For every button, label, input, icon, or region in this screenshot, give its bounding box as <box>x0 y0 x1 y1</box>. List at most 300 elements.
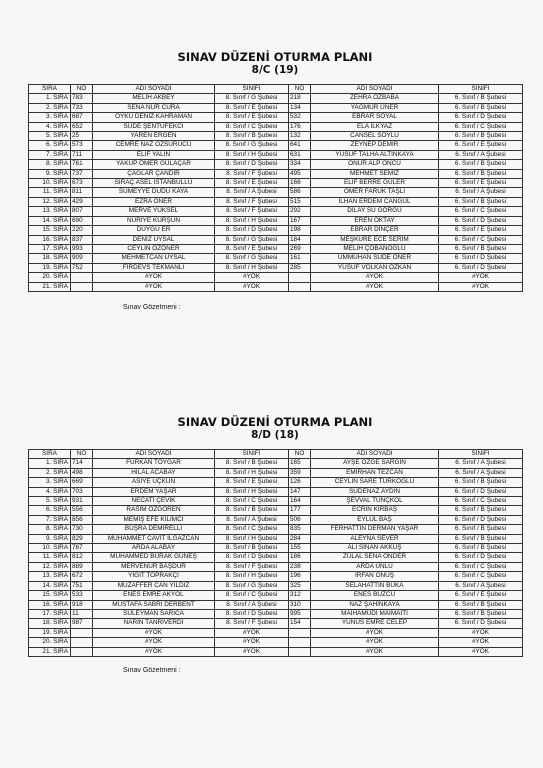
cell-no: 672 <box>71 572 93 581</box>
cell-name: MEHMETCAN UYSAL <box>93 254 215 263</box>
header-class-2: SINIFI <box>439 450 523 459</box>
cell-class-2: 6. Sınıf / A Şubesi <box>439 459 523 468</box>
seating-plan-8d <box>28 415 522 674</box>
cell-class: 8. Sınıf / F Şubesi <box>215 169 289 178</box>
cell-name: SÜMEYYE DUDU KAYA <box>93 188 215 197</box>
table-row <box>29 497 523 506</box>
cell-sira: 1. SIRA <box>29 94 71 103</box>
cell-name: #YOK <box>93 628 215 637</box>
cell-class: #YOK <box>215 282 289 291</box>
cell-no: 669 <box>71 478 93 487</box>
cell-name: #YOK <box>93 282 215 291</box>
table-row <box>29 282 523 291</box>
cell-name: YİĞİT TOPRAKÇI <box>93 572 215 581</box>
plan-title: SINAV DÜZENİ OTURMA PLANI <box>177 415 373 429</box>
cell-no: 993 <box>71 244 93 253</box>
header-no: NO <box>71 450 93 459</box>
cell-class-2: 6. Sınıf / C Şubesi <box>439 497 523 506</box>
cell-name-2: ÖMER FARUK TAŞLI <box>311 188 439 197</box>
cell-class: 8. Sınıf / H Şubesi <box>215 263 289 272</box>
cell-class: 8. Sınıf / G Şubesi <box>215 581 289 590</box>
cell-sira: 15. SIRA <box>29 591 71 600</box>
cell-name: DUYGU ER <box>93 226 215 235</box>
cell-sira: 7. SIRA <box>29 515 71 524</box>
cell-name-2: ZEHRA ÖZBABA <box>311 94 439 103</box>
cell-sira: 5. SIRA <box>29 497 71 506</box>
table-row <box>29 468 523 477</box>
cell-name: ASİYE UÇKUN <box>93 478 215 487</box>
cell-name: EZRA ÖNER <box>93 197 215 206</box>
cell-class-2: 6. Sınıf / C Şubesi <box>439 562 523 571</box>
cell-name-2: #YOK <box>311 273 439 282</box>
table-row <box>29 226 523 235</box>
cell-no-2 <box>289 628 311 637</box>
table-row <box>29 150 523 159</box>
cell-name-2: EBRAR DİNÇER <box>311 226 439 235</box>
cell-no: 703 <box>71 487 93 496</box>
cell-no: 498 <box>71 468 93 477</box>
cell-name-2: MEŞKÜRE ECE SERİM <box>311 235 439 244</box>
cell-no: 811 <box>71 188 93 197</box>
header-name-2: ADI SOYADI <box>311 85 439 94</box>
cell-class-2: 6. Sınıf / C Şubesi <box>439 572 523 581</box>
cell-no: 687 <box>71 113 93 122</box>
table-body <box>29 94 523 292</box>
cell-name: NURİYE KURŞUN <box>93 216 215 225</box>
cell-no-2: 196 <box>289 572 311 581</box>
cell-sira: 20. SIRA <box>29 638 71 647</box>
cell-name: #YOK <box>93 638 215 647</box>
cell-class-2: 6. Sınıf / B Şubesi <box>439 478 523 487</box>
cell-no: 737 <box>71 169 93 178</box>
cell-class-2: 6. Sınıf / E Şubesi <box>439 591 523 600</box>
cell-class: #YOK <box>215 647 289 656</box>
cell-name: BÜŞRA DEMİRELLİ <box>93 525 215 534</box>
table-row <box>29 244 523 253</box>
cell-no: 837 <box>71 235 93 244</box>
cell-class: 8. Sınıf / H Şubesi <box>215 468 289 477</box>
cell-no: 918 <box>71 600 93 609</box>
table-row <box>29 122 523 131</box>
cell-no-2: 506 <box>289 515 311 524</box>
cell-name-2: SUDENAZ AYDIN <box>311 487 439 496</box>
cell-class-2: #YOK <box>439 628 523 637</box>
cell-name-2: ENES BUZCU <box>311 591 439 600</box>
cell-name: ÇAĞLAR ÇANDIR <box>93 169 215 178</box>
cell-sira: 8. SIRA <box>29 160 71 169</box>
cell-no-2: 586 <box>289 188 311 197</box>
cell-sira: 7. SIRA <box>29 150 71 159</box>
table-row <box>29 553 523 562</box>
cell-sira: 2. SIRA <box>29 103 71 112</box>
cell-no: 690 <box>71 216 93 225</box>
supervisor-label: Sınav Gözetmeni : <box>123 666 181 674</box>
cell-name: DENİZ UYSAL <box>93 235 215 244</box>
cell-no-2: 995 <box>289 609 311 618</box>
header-sira: SIRA <box>29 85 71 94</box>
cell-no-2: 126 <box>289 478 311 487</box>
cell-no-2: 325 <box>289 581 311 590</box>
cell-class: 8. Sınıf / E Şubesi <box>215 179 289 188</box>
cell-name: MUHAMMET CAVİT ILGAZCAN <box>93 534 215 543</box>
cell-name: NARİN TANRIVERDİ <box>93 619 215 628</box>
cell-name-2: YUSUF TALHA ALTINKAYA <box>311 150 439 159</box>
table-row <box>29 478 523 487</box>
cell-class-2: 6. Sınıf / B Şubesi <box>439 160 523 169</box>
cell-class: 8. Sınıf / D Şubesi <box>215 553 289 562</box>
cell-class-2: #YOK <box>439 638 523 647</box>
plan-title: SINAV DÜZENİ OTURMA PLANI <box>177 50 373 64</box>
cell-no-2: 269 <box>289 244 311 253</box>
cell-class: 8. Sınıf / C Şubesi <box>215 497 289 506</box>
cell-name: SUDE ŞENTÜFEKCİ <box>93 122 215 131</box>
cell-name: SÜLEYMAN SARICA <box>93 609 215 618</box>
cell-class: 8. Sınıf / F Şubesi <box>215 562 289 571</box>
table-row <box>29 600 523 609</box>
header-name: ADI SOYADI <box>93 85 215 94</box>
table-row <box>29 216 523 225</box>
cell-class: 8. Sınıf / G Şubesi <box>215 235 289 244</box>
cell-class: 8. Sınıf / E Şubesi <box>215 113 289 122</box>
cell-class-2: 6. Sınıf / B Şubesi <box>439 94 523 103</box>
cell-class: 8. Sınıf / D Şubesi <box>215 226 289 235</box>
cell-class: 8. Sınıf / F Şubesi <box>215 619 289 628</box>
cell-no-2: 164 <box>289 497 311 506</box>
table-row <box>29 647 523 656</box>
cell-sira: 18. SIRA <box>29 619 71 628</box>
table-row <box>29 197 523 206</box>
cell-no-2: 184 <box>289 235 311 244</box>
cell-sira: 16. SIRA <box>29 235 71 244</box>
cell-name: SİRAÇ ASEL İSTANBULLU <box>93 179 215 188</box>
cell-name-2: CANSEL SOYLU <box>311 132 439 141</box>
cell-no-2: 176 <box>289 122 311 131</box>
cell-sira: 5. SIRA <box>29 132 71 141</box>
cell-name-2: NAZ ŞAHİNKAYA <box>311 600 439 609</box>
cell-no-2: 186 <box>289 553 311 562</box>
cell-sira: 9. SIRA <box>29 169 71 178</box>
cell-name: ELİF YALIN <box>93 150 215 159</box>
cell-no: 429 <box>71 197 93 206</box>
cell-class-2: 6. Sınıf / C Şubesi <box>439 207 523 216</box>
table-row <box>29 254 523 263</box>
cell-class: 8. Sınıf / A Şubesi <box>215 515 289 524</box>
header-sira: SIRA <box>29 450 71 459</box>
cell-no: 889 <box>71 562 93 571</box>
cell-class-2: 6. Sınıf / B Şubesi <box>439 169 523 178</box>
cell-class: 8. Sınıf / A Şubesi <box>215 600 289 609</box>
cell-class-2: 6. Sınıf / D Şubesi <box>439 619 523 628</box>
cell-sira: 6. SIRA <box>29 506 71 515</box>
table-row <box>29 113 523 122</box>
cell-name: NECATİ ÇEVİK <box>93 497 215 506</box>
cell-sira: 17. SIRA <box>29 244 71 253</box>
cell-class: 8. Sınıf / B Şubesi <box>215 506 289 515</box>
header-class-2: SINIFI <box>439 85 523 94</box>
cell-no: 673 <box>71 179 93 188</box>
table-row <box>29 628 523 637</box>
cell-no-2: 495 <box>289 169 311 178</box>
cell-no-2: 167 <box>289 216 311 225</box>
cell-name-2: #YOK <box>311 282 439 291</box>
cell-no: 751 <box>71 581 93 590</box>
cell-sira: 4. SIRA <box>29 122 71 131</box>
cell-no-2: 310 <box>289 600 311 609</box>
cell-class-2: 6. Sınıf / D Şubesi <box>439 113 523 122</box>
header-name: ADI SOYADI <box>93 450 215 459</box>
seating-table <box>28 449 523 657</box>
cell-name: RASİM ÖZGÖREN <box>93 506 215 515</box>
cell-name-2: YUNUS EMRE CELEP <box>311 619 439 628</box>
cell-name: #YOK <box>93 273 215 282</box>
cell-sira: 8. SIRA <box>29 525 71 534</box>
cell-no-2: 515 <box>289 197 311 206</box>
table-row <box>29 169 523 178</box>
cell-class-2: 6. Sınıf / E Şubesi <box>439 141 523 150</box>
cell-sira: 19. SIRA <box>29 263 71 272</box>
cell-name-2: İLHAN ERDEM CANGÜL <box>311 197 439 206</box>
cell-class: 8. Sınıf / C Şubesi <box>215 525 289 534</box>
cell-name: ARDA ALABAY <box>93 544 215 553</box>
header-no-2: NO <box>289 450 311 459</box>
table-row <box>29 591 523 600</box>
cell-no-2: 238 <box>289 562 311 571</box>
cell-name-2: DİLAY SU GÖRGÜ <box>311 207 439 216</box>
table-row <box>29 188 523 197</box>
cell-name: FİRDEVS TEKMANLI <box>93 263 215 272</box>
class-label: 8/D (18) <box>251 429 299 441</box>
cell-no: 533 <box>71 591 93 600</box>
seating-table <box>28 84 523 292</box>
cell-class: 8. Sınıf / B Şubesi <box>215 459 289 468</box>
cell-sira: 16. SIRA <box>29 600 71 609</box>
cell-class-2: 6. Sınıf / B Şubesi <box>439 132 523 141</box>
cell-sira: 20. SIRA <box>29 273 71 282</box>
cell-name-2: MELİH ÇOBANOĞLU <box>311 244 439 253</box>
table-row <box>29 609 523 618</box>
cell-no: 220 <box>71 226 93 235</box>
cell-name: MERVENUR BAŞDUR <box>93 562 215 571</box>
cell-name-2: EREN OKTAY <box>311 216 439 225</box>
header-class: SINIFI <box>215 85 289 94</box>
cell-name-2: FERHATTİN DERMAN YAŞAR <box>311 525 439 534</box>
cell-name-2: ELA İLKYAZ <box>311 122 439 131</box>
cell-name: FURKAN TOYGAR <box>93 459 215 468</box>
header-no-2: NO <box>289 85 311 94</box>
cell-no-2: 161 <box>289 254 311 263</box>
cell-no: 783 <box>71 94 93 103</box>
cell-class-2: 6. Sınıf / B Şubesi <box>439 103 523 112</box>
cell-class: 8. Sınıf / C Şubesi <box>215 591 289 600</box>
cell-class: 8. Sınıf / E Şubesi <box>215 478 289 487</box>
cell-no-2: 154 <box>289 619 311 628</box>
cell-no <box>71 273 93 282</box>
cell-name: CEYLİN ÖZÖNER <box>93 244 215 253</box>
cell-class: 8. Sınıf / H Şubesi <box>215 534 289 543</box>
cell-name-2: ÜMMÜHAN SUDE ÖNER <box>311 254 439 263</box>
cell-no <box>71 628 93 637</box>
cell-name-2: ŞEVVAL TUNÇKOL <box>311 497 439 506</box>
cell-no-2: 198 <box>289 226 311 235</box>
cell-name: MELİH AKBEY <box>93 94 215 103</box>
cell-class: 8. Sınıf / A Şubesi <box>215 188 289 197</box>
cell-class: 8. Sınıf / H Şubesi <box>215 216 289 225</box>
cell-sira: 1. SIRA <box>29 459 71 468</box>
cell-name: ÖYKÜ DENİZ KAHRAMAN <box>93 113 215 122</box>
cell-no-2 <box>289 647 311 656</box>
supervisor-label: Sınav Gözetmeni : <box>123 303 181 311</box>
cell-class-2: 6. Sınıf / B Şubesi <box>439 525 523 534</box>
header-no: NO <box>71 85 93 94</box>
table-row <box>29 207 523 216</box>
cell-class-2: 6. Sınıf / B Şubesi <box>439 534 523 543</box>
cell-name-2: EYLÜL BAŞ <box>311 515 439 524</box>
cell-name-2: #YOK <box>311 647 439 656</box>
cell-no: 556 <box>71 506 93 515</box>
table-row <box>29 544 523 553</box>
cell-no <box>71 638 93 647</box>
cell-sira: 11. SIRA <box>29 188 71 197</box>
table-row <box>29 141 523 150</box>
cell-name: MUHAMMED BURAK GÜNEŞ <box>93 553 215 562</box>
cell-name-2: ELİF BERRE GÜLER <box>311 179 439 188</box>
cell-sira: 10. SIRA <box>29 544 71 553</box>
cell-name-2: EMİRHAN TEZCAN <box>311 468 439 477</box>
cell-no-2: 641 <box>289 141 311 150</box>
cell-sira: 3. SIRA <box>29 113 71 122</box>
table-row <box>29 132 523 141</box>
cell-class-2: 6. Sınıf / D Şubesi <box>439 487 523 496</box>
cell-class-2: 6. Sınıf / B Şubesi <box>439 197 523 206</box>
cell-no: 767 <box>71 544 93 553</box>
cell-class-2: 6. Sınıf / B Şubesi <box>439 609 523 618</box>
table-row <box>29 619 523 628</box>
table-header-row <box>29 450 523 459</box>
cell-sira: 17. SIRA <box>29 609 71 618</box>
cell-class-2: 6. Sınıf / A Şubesi <box>439 188 523 197</box>
cell-name-2: AYŞE ÖZGE SARGIN <box>311 459 439 468</box>
cell-class-2: 6. Sınıf / D Şubesi <box>439 515 523 524</box>
cell-name-2: ZEYNEP DEMİR <box>311 141 439 150</box>
cell-name: #YOK <box>93 647 215 656</box>
cell-no <box>71 647 93 656</box>
table-row <box>29 562 523 571</box>
cell-sira: 6. SIRA <box>29 141 71 150</box>
cell-sira: 13. SIRA <box>29 572 71 581</box>
table-row <box>29 459 523 468</box>
cell-no-2: 334 <box>289 160 311 169</box>
cell-class-2: 6. Sınıf / C Şubesi <box>439 122 523 131</box>
cell-name-2: #YOK <box>311 628 439 637</box>
cell-class: 8. Sınıf / B Şubesi <box>215 544 289 553</box>
header-class: SINIFI <box>215 450 289 459</box>
cell-no-2: 218 <box>289 94 311 103</box>
cell-no: 752 <box>71 263 93 272</box>
cell-no: 829 <box>71 534 93 543</box>
table-row <box>29 235 523 244</box>
cell-sira: 13. SIRA <box>29 207 71 216</box>
cell-sira: 9. SIRA <box>29 534 71 543</box>
cell-name-2: ECRİN KIRBAŞ <box>311 506 439 515</box>
cell-no: 761 <box>71 160 93 169</box>
cell-class: 8. Sınıf / G Şubesi <box>215 141 289 150</box>
cell-sira: 21. SIRA <box>29 647 71 656</box>
cell-no-2 <box>289 282 311 291</box>
cell-no-2 <box>289 638 311 647</box>
table-row <box>29 160 523 169</box>
cell-no: 11 <box>71 609 93 618</box>
cell-sira: 15. SIRA <box>29 226 71 235</box>
cell-class: 8. Sınıf / E Şubesi <box>215 244 289 253</box>
table-row <box>29 534 523 543</box>
cell-class-2: 6. Sınıf / E Şubesi <box>439 226 523 235</box>
cell-sira: 12. SIRA <box>29 197 71 206</box>
cell-class-2: 6. Sınıf / D Şubesi <box>439 216 523 225</box>
cell-class-2: #YOK <box>439 282 523 291</box>
table-body <box>29 459 523 657</box>
header-name-2: ADI SOYADI <box>311 450 439 459</box>
cell-no-2: 165 <box>289 459 311 468</box>
cell-class-2: #YOK <box>439 647 523 656</box>
cell-no-2: 134 <box>289 103 311 112</box>
cell-no-2: 285 <box>289 263 311 272</box>
cell-class: #YOK <box>215 273 289 282</box>
cell-no-2: 155 <box>289 544 311 553</box>
cell-no: 573 <box>71 141 93 150</box>
cell-class-2: 6. Sınıf / B Şubesi <box>439 544 523 553</box>
cell-name-2: MAİHAMUDİ MAİMAİTİ <box>311 609 439 618</box>
cell-no-2: 631 <box>289 150 311 159</box>
cell-no-2: 177 <box>289 506 311 515</box>
cell-class-2: 6. Sınıf / A Şubesi <box>439 468 523 477</box>
cell-name-2: MEHMET SEMİZ <box>311 169 439 178</box>
cell-no-2: 147 <box>289 487 311 496</box>
cell-class: 8. Sınıf / H Şubesi <box>215 572 289 581</box>
cell-no: 807 <box>71 207 93 216</box>
cell-name: ERDEM YAŞAR <box>93 487 215 496</box>
cell-sira: 21. SIRA <box>29 282 71 291</box>
cell-class-2: 6. Sınıf / E Şubesi <box>439 179 523 188</box>
class-label: 8/C (19) <box>251 64 299 76</box>
cell-name-2: ALİ SİNAN AKKUŞ <box>311 544 439 553</box>
cell-sira: 10. SIRA <box>29 179 71 188</box>
cell-class-2: 6. Sınıf / B Şubesi <box>439 600 523 609</box>
cell-name: CEMRE NAZ ÖZSÜRÜCÜ <box>93 141 215 150</box>
table-row <box>29 581 523 590</box>
cell-class: 8. Sınıf / B Şubesi <box>215 132 289 141</box>
cell-no-2: 292 <box>289 207 311 216</box>
cell-sira: 18. SIRA <box>29 254 71 263</box>
cell-no: 25 <box>71 132 93 141</box>
cell-no: 909 <box>71 254 93 263</box>
cell-class: 8. Sınıf / G Şubesi <box>215 94 289 103</box>
cell-class: 8. Sınıf / D Şubesi <box>215 160 289 169</box>
cell-name: YAREN ERGEN <box>93 132 215 141</box>
cell-name-2: YUSUF VOLKAN ÖZKAN <box>311 263 439 272</box>
cell-sira: 3. SIRA <box>29 478 71 487</box>
cell-name: YAKUP ÖMER GÜLAÇAR <box>93 160 215 169</box>
cell-no-2: 312 <box>289 591 311 600</box>
cell-class-2: 6. Sınıf / B Şubesi <box>439 506 523 515</box>
cell-name: MUZAFFER CAN YILDIZ <box>93 581 215 590</box>
table-row <box>29 506 523 515</box>
table-row <box>29 103 523 112</box>
cell-no: 856 <box>71 515 93 524</box>
cell-no-2: 132 <box>289 132 311 141</box>
table-row <box>29 263 523 272</box>
table-row <box>29 525 523 534</box>
cell-no <box>71 282 93 291</box>
